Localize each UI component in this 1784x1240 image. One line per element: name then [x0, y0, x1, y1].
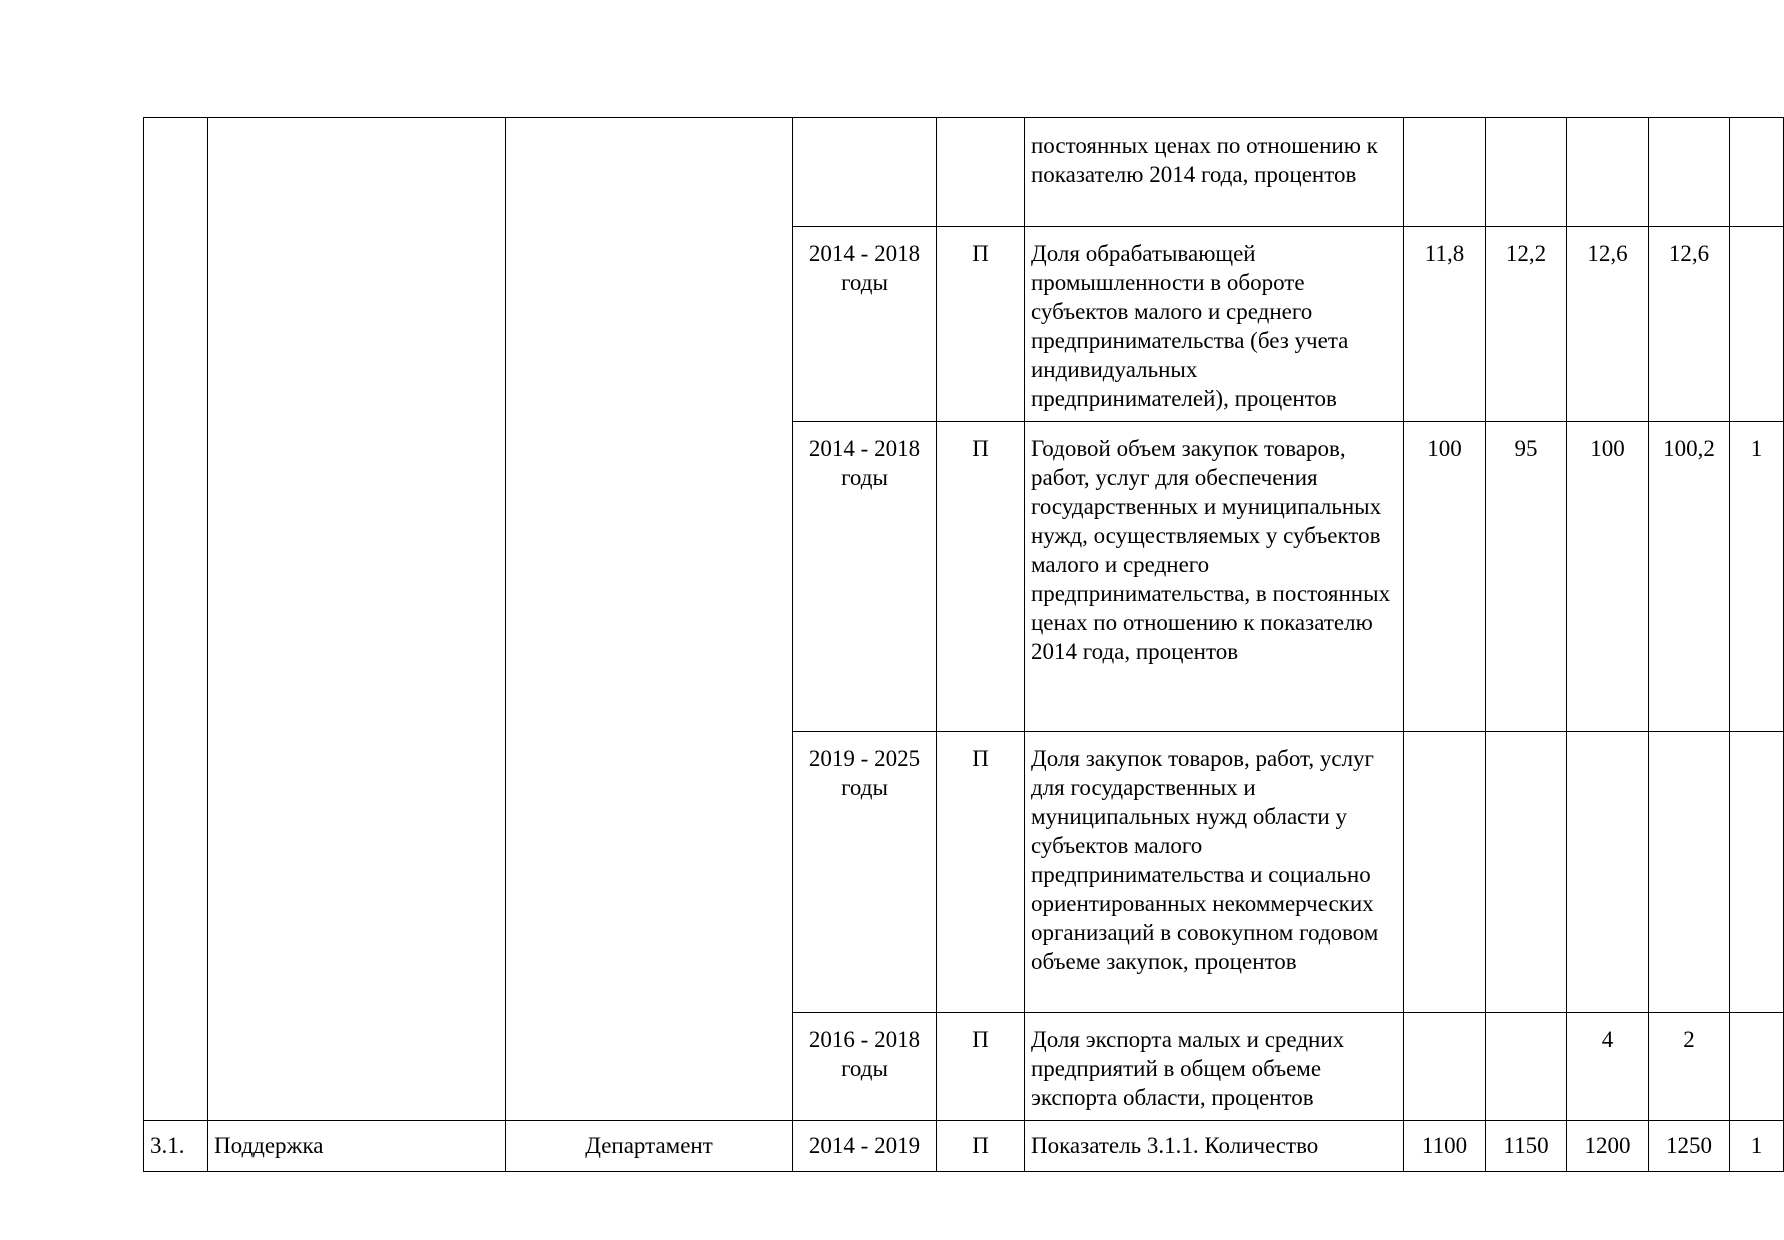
- cell-value: [1404, 118, 1486, 227]
- cell-type: П: [937, 227, 1025, 422]
- cell-period: 2014 - 2018 годы: [793, 422, 937, 732]
- cell-value: 100: [1404, 422, 1486, 732]
- cell-type: П: [937, 732, 1025, 1013]
- cell-indicator: Показатель 3.1.1. Количество: [1025, 1121, 1404, 1172]
- cell-value: [1404, 732, 1486, 1013]
- cell-value: 1: [1730, 1121, 1784, 1172]
- cell-period: 2019 - 2025 годы: [793, 732, 937, 1013]
- table-row: [144, 1121, 1784, 1172]
- cell-value: 12,2: [1486, 227, 1567, 422]
- cell-value: 1150: [1486, 1121, 1567, 1172]
- cell-name-empty: [208, 118, 506, 1121]
- cell-indicator: Доля обрабатывающей промышленности в обороте субъектов малого и среднего предпринимательства (без учета индивидуальных предпринимателей), процентов: [1025, 227, 1404, 422]
- cell-number-empty: [144, 118, 208, 1121]
- cell-value: [1649, 732, 1730, 1013]
- cell-indicator: Годовой объем закупок товаров, работ, услуг для обеспечения государственных и муниципальных нужд, осуществляемых у субъектов малого и среднего предпринимательства, в постоянных ценах по отношению к показателю 2014 года, процентов: [1025, 422, 1404, 732]
- table-row: [144, 118, 1784, 227]
- cell-type: П: [937, 422, 1025, 732]
- cell-value: [1404, 1013, 1486, 1121]
- cell-executor: Департамент: [506, 1121, 793, 1172]
- cell-indicator: Доля закупок товаров, работ, услуг для государственных и муниципальных нужд области у субъектов малого предпринимательства и социально ориентированных некоммерческих организаций в совокупном годовом объеме закупок, процентов: [1025, 732, 1404, 1013]
- cell-value: 100: [1567, 422, 1649, 732]
- cell-value: [1567, 118, 1649, 227]
- cell-value: 12,6: [1567, 227, 1649, 422]
- cell-value: 1250: [1649, 1121, 1730, 1172]
- cell-indicator: постоянных ценах по отношению к показателю 2014 года, процентов: [1025, 118, 1404, 227]
- cell-value: [1486, 1013, 1567, 1121]
- cell-period: [793, 118, 937, 227]
- cell-value: [1486, 118, 1567, 227]
- cell-value: [1730, 227, 1784, 422]
- cell-number: 3.1.: [144, 1121, 208, 1172]
- cell-period: 2014 - 2019: [793, 1121, 937, 1172]
- cell-value: 95: [1486, 422, 1567, 732]
- cell-value: [1567, 732, 1649, 1013]
- cell-type: П: [937, 1121, 1025, 1172]
- cell-type: П: [937, 1013, 1025, 1121]
- cell-value: [1730, 118, 1784, 227]
- cell-value: 4: [1567, 1013, 1649, 1121]
- cell-value: 1200: [1567, 1121, 1649, 1172]
- cell-type: [937, 118, 1025, 227]
- cell-value: 1100: [1404, 1121, 1486, 1172]
- cell-value: [1730, 732, 1784, 1013]
- cell-name: Поддержка: [208, 1121, 506, 1172]
- cell-indicator: Доля экспорта малых и средних предприятий в общем объеме экспорта области, процентов: [1025, 1013, 1404, 1121]
- cell-value: 2: [1649, 1013, 1730, 1121]
- cell-executor-empty: [506, 118, 793, 1121]
- indicators-table: [143, 117, 1784, 1172]
- cell-period: 2014 - 2018 годы: [793, 227, 937, 422]
- cell-value: [1649, 118, 1730, 227]
- cell-value: 1: [1730, 422, 1784, 732]
- cell-period: 2016 - 2018 годы: [793, 1013, 937, 1121]
- cell-value: [1730, 1013, 1784, 1121]
- cell-value: 12,6: [1649, 227, 1730, 422]
- cell-value: 100,2: [1649, 422, 1730, 732]
- cell-value: [1486, 732, 1567, 1013]
- cell-value: 11,8: [1404, 227, 1486, 422]
